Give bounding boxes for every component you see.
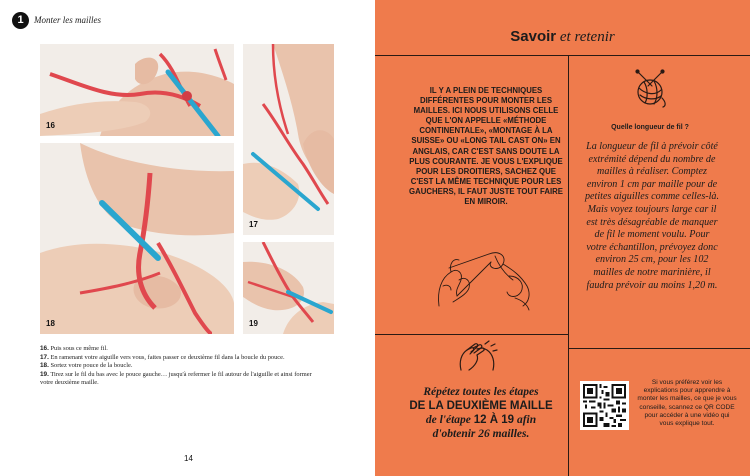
photo-number: 16 (46, 121, 55, 130)
caption-item: 19. Tirez sur le fil du bas avec le pouce gauche… jusqu'à refermer le fil autour de l'aiguille et ainsi former votre deuxième maille. (40, 370, 312, 387)
clapping-hands-icon (455, 340, 499, 372)
hands-knitting-illustration (429, 246, 539, 312)
page-number: 14 (184, 454, 193, 463)
photo-number: 17 (249, 220, 258, 229)
chapter-title: Monter les mailles (34, 15, 101, 25)
divider (568, 55, 569, 476)
caption-item: 17. En ramenant votre aiguille vers vous, faites passer ce deuxième fil dans la boucle du pouce. (40, 353, 285, 361)
qr-code-icon[interactable] (580, 381, 629, 430)
section-title: Savoir et retenir (510, 28, 615, 45)
photo-number: 18 (46, 319, 55, 328)
divider (375, 334, 568, 335)
caption-item: 18. Sortez votre pouce de la boucle. (40, 362, 133, 370)
question-title: Quelle longueur de fil ? (611, 124, 689, 131)
chapter-number-badge: 1 (12, 12, 29, 29)
divider (375, 55, 750, 56)
step-captions (40, 345, 320, 388)
photo-step-17 (243, 44, 334, 235)
right-page (375, 0, 750, 476)
photo-step-18 (40, 143, 234, 334)
qr-code-text: Si vous préférez voir les explications pour apprendre à monter les mailles, ce que je vous conseille, scannez ce QR CODE pour accéder à une vidéo qui vous explique tout. (637, 379, 737, 428)
intro-text: IL Y A PLEIN DE TECHNIQUES DIFFÉRENTES POUR MONTER LES MAILLES. ICI NOUS UTILISONS CELLE QUE L'ON APPELLE «MÉTHODE CONTINENTALE», «MONTAGE À LA SUISSE» OU «LONG TAIL CAST ON» EN ANGLAIS, CAR C'EST SANS DOUTE LA PLUS COURANTE. JE VOUS L'EXPLIQUE POUR LES DROITIERS, SACHEZ QUE C'EST LA MÊME TECHNIQUE POUR LES GAUCHERS, IL FAUT JUSTE TOUT FAIRE EN MIROIR. (409, 86, 563, 207)
yarn-ball-icon (630, 68, 670, 108)
photo-step-19 (243, 242, 334, 334)
caption-item: 16. Puis sous ce même fil. (40, 345, 108, 352)
divider (568, 348, 750, 349)
repeat-instruction: Répétez toutes les étapes DE LA DEUXIÈME MAILLE de l'étape 12 À 19 afin d'obtenir 26 mailles. (409, 386, 553, 440)
question-body: La longueur de fil à prévoir côté extrémité dépend du nombre de mailles à réaliser. Comptez environ 1 cm par maille pour de petites aiguilles comme celles-là. Mais voyez toujours large car il est très désagréable de manquer de fil le moment voulu. Pour votre échantillon, prévoyez donc environ 25 cm, pour les 102 mailles de notre marinière, il faudra prévoir au moins 1,20 m. (585, 141, 719, 291)
photo-number: 19 (249, 319, 258, 328)
photo-step-16 (40, 44, 234, 136)
